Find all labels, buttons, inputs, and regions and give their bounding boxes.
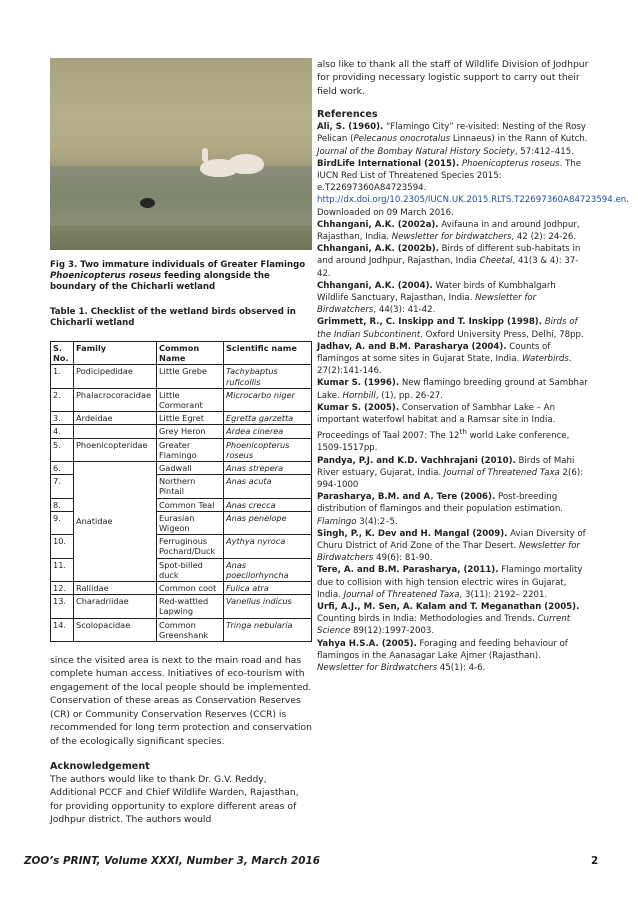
cell-common: Spot-billed duck	[157, 558, 224, 581]
cell-no: 14.	[51, 618, 74, 641]
cell-sci: Tringa nebularia	[224, 618, 312, 641]
reference-author: Chhangani, A.K. (2002b).	[317, 244, 439, 255]
reference-author: Tere, A. and B.M. Parasharya, (2011).	[317, 565, 499, 576]
reference-text: Foraging and feeding behaviour of flamingos in the Aanasagar Lake Ajmer (Rajasthan).	[317, 638, 568, 661]
reference-text: 45(1): 4-6.	[437, 663, 486, 674]
header-scientific-name: Scientific name	[224, 342, 312, 365]
cell-common: Grey Heron	[157, 425, 224, 438]
cell-family: Charadriidae	[74, 595, 157, 618]
cell-no: 5.	[51, 438, 74, 461]
acknowledgement-text: The authors would like to thank Dr. G.V. Reddy, Additional PCCF and Chief Wildlife Warden, Rajasthan, for providing opportunity to explore different areas of Jodhpur district. The authors would	[50, 773, 299, 826]
cell-family: Scolopacidae	[74, 618, 157, 641]
reference-author: Chhangani, A.K. (2004).	[317, 280, 433, 291]
reference-text: , 42 (2): 24-26.	[511, 232, 577, 243]
table-header-row	[51, 342, 312, 365]
reference-superscript: th	[459, 427, 467, 437]
cell-sci: Anas crecca	[224, 498, 312, 511]
cell-common: Common coot	[157, 582, 224, 595]
cell-common: Little Cormorant	[157, 388, 224, 411]
reference-journal: Journal of the Bombay Natural History Society	[317, 146, 515, 157]
cell-sci: Anas poecilorhyncha	[224, 558, 312, 581]
cell-no: 11.	[51, 558, 74, 581]
reference-journal: Journal of Threatened Taxa	[443, 467, 560, 478]
reference-text: 49(6): 81-90.	[373, 553, 433, 564]
reference-text: Counts of flamingos at some sites in Gujarat State, India.	[317, 341, 551, 365]
reference-journal: Birds of the Indian Subcontinent	[317, 317, 578, 340]
header-family: Family	[74, 342, 157, 365]
cell-sci: Egretta garzetta	[224, 412, 312, 425]
cell-no: 10.	[51, 535, 74, 558]
cell-no: 6.	[51, 462, 74, 475]
reference-journal: Cheetal	[479, 256, 513, 267]
cell-sci: Anas acuta	[224, 475, 312, 498]
cell-common: Little Grebe	[157, 365, 224, 388]
reference-item	[317, 455, 589, 492]
cell-common: Common Greenshank	[157, 618, 224, 641]
flamingo-neck-1	[202, 148, 208, 162]
cell-common: Greater Flamingo	[157, 438, 224, 461]
cell-common: Northern Pintail	[157, 475, 224, 498]
reference-text: world Lake conference, 1509-1517pp.	[317, 431, 570, 454]
reference-text: Avifauna in and around Jodhpur, Rajasthan, India.	[317, 219, 580, 243]
photo-water	[50, 166, 312, 226]
figure-caption	[50, 260, 312, 293]
reference-species: Pelecanus onocrotalus	[353, 134, 451, 145]
reference-text: Linnaeus) in the Rann of Kutch.	[450, 134, 588, 145]
cell-sci: Phoenicopterus roseus	[224, 438, 312, 461]
reference-author: Parasharya, B.M. and A. Tere (2006).	[317, 492, 496, 503]
reference-journal: Flamingo	[317, 516, 357, 527]
reference-text: , (1), pp. 26-27.	[375, 390, 443, 401]
reference-text: , 44(3): 41-42.	[373, 305, 436, 316]
cell-common: Common Teal	[157, 498, 224, 511]
cell-family-merged: Anatidae	[74, 462, 157, 582]
references-list	[317, 121, 629, 674]
cell-sci: Vanellus indicus	[224, 595, 312, 618]
reference-text: Post-breeding distribution of flamingos and their population estimation.	[317, 492, 563, 515]
cell-family: Podicipedidae	[74, 365, 157, 388]
cell-sci: Anas penelope	[224, 511, 312, 534]
reference-text: “Flamingo City” re-visited: Nesting of the Rosy Pelican (	[317, 122, 586, 145]
caption-species: Phoenicopterus roseus	[50, 271, 162, 281]
reference-item	[317, 601, 589, 638]
reference-text: Avian Diversity of Churu District of Arid Zone of the Thar Desert.	[317, 528, 586, 551]
cell-no: 4.	[51, 425, 74, 438]
reference-journal: Journal of Threatened Taxa	[343, 589, 460, 600]
reference-author: Grimmett, R., C. Inskipp and T. Inskipp (1998).	[317, 317, 542, 328]
cell-sci: Microcarbo niger	[224, 388, 312, 411]
reference-author: Jadhav, A. and B.M. Parasharya (2004).	[317, 341, 507, 352]
reference-item	[317, 243, 589, 280]
reference-author: Chhangani, A.K. (2002a).	[317, 219, 439, 230]
reference-text: 3(4):2–5.	[356, 516, 398, 527]
cell-no: 8.	[51, 498, 74, 511]
reference-journal: Waterbirds	[522, 354, 569, 365]
table-row	[51, 595, 312, 618]
footer-page-number: 2	[591, 855, 599, 867]
caption-label: Fig 3. Two immature individuals of Greater Flamingo	[50, 260, 306, 270]
reference-author: Kumar S. (2005).	[317, 402, 400, 413]
cell-common: Little Egret	[157, 412, 224, 425]
conclusion-paragraph	[50, 654, 312, 748]
table-row	[51, 412, 312, 425]
right-column	[317, 58, 629, 674]
reference-item	[317, 491, 589, 528]
cell-sci: Tachybaptus ruficollis	[224, 365, 312, 388]
caption-rest: feeding alongside the boundary of the Chicharli wetland	[50, 271, 270, 292]
cell-sci: Fulica atra	[224, 582, 312, 595]
cell-no: 13.	[51, 595, 74, 618]
reference-journal: Newsletter for birdwatchers	[391, 232, 512, 243]
reference-text: , 57:412–415.	[514, 146, 574, 157]
table-row	[51, 618, 312, 641]
table-row	[51, 582, 312, 595]
reference-journal: Newsletter for Birdwatchers	[317, 540, 580, 564]
cell-common: Red-wattled Lapwing	[157, 595, 224, 618]
reference-text: Water birds of Kumbhalgarh Wildlife Sanctuary, Rajasthan, India.	[317, 280, 556, 304]
acknowledgement-heading: Acknowledgement	[50, 760, 150, 772]
reference-text: 89(12):1997-2003.	[350, 626, 435, 637]
header-common-name: Common Name	[157, 342, 224, 365]
cell-no: 1.	[51, 365, 74, 388]
flamingo-photo	[50, 58, 312, 250]
reference-item	[317, 377, 589, 401]
table-caption: Table 1. Checklist of the wetland birds observed in Chicharli wetland	[50, 307, 296, 328]
acknowledgement-continued-text: also like to thank all the staff of Wildlife Division of Jodhpur for providing necessary logistic support to carry out their field work.	[317, 59, 589, 97]
reference-text: Flamingo mortality due to collision with high tension electric wires in Gujarat, India.	[317, 565, 583, 600]
checklist-table	[50, 341, 312, 642]
cell-family	[74, 425, 157, 438]
cell-common: Gadwall	[157, 462, 224, 475]
cell-no: 12.	[51, 582, 74, 595]
reference-item	[317, 158, 629, 219]
left-column	[50, 58, 312, 827]
reference-item	[317, 402, 589, 455]
reference-journal: Hornbill	[342, 390, 376, 401]
reference-text: 2(6): 994-1000	[317, 467, 584, 490]
reference-item	[317, 280, 589, 317]
reference-text: , 3(11): 2192– 2201.	[459, 589, 548, 600]
reference-text: Counting birds in India: Methodologies and Trends.	[317, 614, 538, 625]
reference-text: . Oxford University Press, Delhi, 78pp.	[420, 329, 584, 340]
reference-text: Birds of Mahi River estuary, Gujarat, India.	[317, 455, 575, 478]
reference-text: . 27(2):141-146.	[317, 354, 572, 377]
cell-sci: Aythya nyroca	[224, 535, 312, 558]
reference-item	[317, 341, 589, 378]
cell-family: Ardeidae	[74, 412, 157, 425]
reference-author: Pandya, P.J. and K.D. Vachhrajani (2010).	[317, 455, 516, 466]
reference-author: Singh, P., K. Dev and H. Mangal (2009).	[317, 528, 508, 539]
cell-common: Eurasian Wigeon	[157, 511, 224, 534]
reference-text: . Downloaded on 09 March 2016.	[317, 195, 629, 218]
conclusion-text: since the visited area is next to the main road and has complete human access. Initiatives of eco-tourism with engagement of the local people should be implemented. Conservation of these areas as Conservation Reserves (CR) or Community Conservation Reserves (CCR) is recommended for long term protection and conservation of the ecologically significant species.	[50, 655, 312, 747]
reference-author: Urfi, A.J., M. Sen, A. Kalam and T. Meganathan (2005).	[317, 602, 580, 612]
acknowledgement-continued	[317, 58, 589, 98]
reference-item	[317, 121, 589, 158]
reference-item	[317, 564, 589, 601]
table-row	[51, 388, 312, 411]
acknowledgement-paragraph	[50, 773, 312, 827]
table-row	[51, 438, 312, 461]
cell-no: 3.	[51, 412, 74, 425]
photo-shore	[50, 226, 312, 250]
cell-sci: Ardea cinerea	[224, 425, 312, 438]
table-row	[51, 462, 312, 475]
reference-item	[317, 316, 589, 340]
reference-journal: Current Science	[317, 614, 571, 637]
cell-no: 9.	[51, 511, 74, 534]
reference-author: Yahya H.S.A. (2005).	[317, 638, 417, 649]
reference-item	[317, 219, 589, 243]
reference-species: Phoenicopterus roseus	[461, 158, 560, 169]
table-row	[51, 365, 312, 388]
reference-text: , 41(3 & 4): 37-42.	[317, 256, 579, 279]
reference-text: Birds of different sub-habitats in and around Jodhpur, Rajasthan, India	[317, 244, 581, 267]
cell-no: 7.	[51, 475, 74, 498]
footer-journal-info: ZOO’s PRINT, Volume XXXI, Number 3, March 2016	[24, 855, 320, 867]
reference-text: New flamingo breeding ground at Sambhar Lake.	[317, 378, 588, 401]
reference-journal: Newsletter for Birdwatchers	[317, 293, 537, 316]
cell-common: Ferruginous Pochard/Duck	[157, 535, 224, 558]
flamingo-bird-2	[228, 154, 264, 174]
table-row	[51, 425, 312, 438]
reference-item	[317, 638, 589, 675]
reference-author: Ali, S. (1960).	[317, 122, 384, 133]
reference-author: Kumar S. (1996).	[317, 378, 400, 389]
cell-family: Rallidae	[74, 582, 157, 595]
reference-author: BirdLife International (2015).	[317, 158, 460, 169]
reference-text: Conservation of Sambhar Lake – An important waterfowl habitat and a Ramsar site in India. Proceedings of Taal 2007: The 12	[317, 402, 556, 442]
references-heading: References	[317, 109, 378, 121]
reference-journal: Newsletter for Birdwatchers	[317, 663, 438, 674]
header-sno: S. No.	[51, 342, 74, 365]
reference-text: . The IUCN Red List of Threatened Species 2015: e.T22697360A84723594.	[317, 158, 582, 194]
cell-no: 2.	[51, 388, 74, 411]
coot-bird	[140, 198, 155, 208]
reference-item	[317, 528, 589, 565]
cell-family: Phalacrocoracidae	[74, 388, 157, 411]
cell-sci: Anas strepera	[224, 462, 312, 475]
reference-link[interactable]: http://dx.doi.org/10.2305/IUCN.UK.2015.RLTS.T22697360A84723594.en	[317, 195, 627, 206]
cell-family: Phoenicopteridae	[74, 438, 157, 461]
